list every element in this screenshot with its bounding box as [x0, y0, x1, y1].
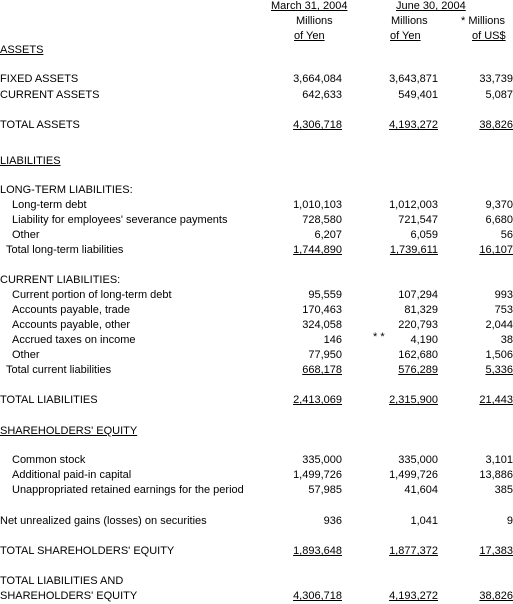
row-cl-other [0, 349, 513, 362]
row-label: Long-term debt [12, 199, 87, 211]
value-mar-2004: 2,413,069 [293, 394, 342, 406]
row-cl-ap-trade [0, 304, 513, 317]
row-label: Accounts payable, other [12, 319, 131, 331]
value-jun-2004: 107,294 [398, 289, 438, 301]
value-mar-2004: 335,000 [302, 454, 342, 466]
value-mar-2004: 6,207 [314, 229, 342, 241]
value-jun-2004: 549,401 [398, 89, 438, 101]
value-usd: 38 [500, 334, 513, 346]
value-usd: 16,107 [479, 244, 513, 256]
value-mar-2004: 57,985 [308, 484, 342, 496]
value-usd: 38,826 [479, 119, 513, 131]
value-mar-2004: 4,306,718 [293, 590, 342, 602]
value-jun-2004: 6,059 [410, 229, 438, 241]
row-fixed-assets [0, 73, 513, 86]
row-lt-header [0, 184, 513, 197]
row-label: TOTAL LIABILITIES [0, 394, 98, 406]
value-mar-2004: 728,580 [302, 214, 342, 226]
row-total-liab-equity-label-1: TOTAL LIABILITIES AND [0, 575, 124, 587]
value-usd: 13,886 [479, 469, 513, 481]
row-label: Total long-term liabilities [6, 244, 124, 256]
value-mar-2004: 170,463 [302, 304, 342, 316]
value-usd: 993 [494, 289, 513, 301]
value-mar-2004: 146 [323, 334, 342, 346]
row-label: Other [12, 229, 40, 241]
row-lt-severance [0, 214, 513, 227]
value-usd: 9 [506, 515, 513, 527]
row-label: TOTAL SHAREHOLDERS' EQUITY [0, 545, 175, 557]
row-label: Net unrealized gains (losses) on securities [0, 515, 207, 527]
value-mar-2004: 1,893,648 [293, 545, 342, 557]
value-mar-2004: 3,664,084 [293, 73, 342, 85]
value-mar-2004: 324,058 [302, 319, 342, 331]
row-common-stock [0, 454, 513, 467]
row-label: SHAREHOLDERS' EQUITY [0, 590, 138, 602]
row-label: Common stock [12, 454, 86, 466]
value-jun-2004: 81,329 [404, 304, 438, 316]
row-label: FIXED ASSETS [0, 73, 79, 85]
value-jun-2004: 335,000 [398, 454, 438, 466]
value-usd: 3,101 [485, 454, 513, 466]
value-jun-2004: 1,041 [410, 515, 438, 527]
row-label: LONG-TERM LIABILITIES: [0, 184, 133, 196]
col3-unit-line1: * Millions [461, 15, 506, 27]
row-total-assets [0, 119, 513, 132]
row-current-assets [0, 89, 513, 102]
value-jun-2004: 4,190 [410, 334, 438, 346]
row-label: Accrued taxes on income [12, 334, 136, 346]
value-usd: 1,506 [485, 349, 513, 361]
value-jun-2004: 1,012,003 [389, 199, 438, 211]
section-assets: ASSETS [0, 44, 44, 56]
col2-unit-line2: of Yen [390, 30, 421, 42]
row-unrealized-gains [0, 515, 513, 528]
value-usd: 6,680 [485, 214, 513, 226]
value-mar-2004: 1,499,726 [293, 469, 342, 481]
value-jun-2004: 721,547 [398, 214, 438, 226]
value-usd: 17,383 [479, 545, 513, 557]
value-jun-2004: 1,739,611 [389, 244, 438, 256]
value-usd: 9,370 [485, 199, 513, 211]
section-equity: SHAREHOLDERS' EQUITY [0, 425, 138, 437]
value-usd: 33,739 [479, 73, 513, 85]
row-cl-ap-other [0, 319, 513, 332]
col1-unit-line2: of Yen [294, 30, 325, 42]
row-label: CURRENT LIABILITIES: [0, 274, 121, 286]
value-mar-2004: 936 [323, 515, 342, 527]
value-mar-2004: 642,633 [302, 89, 342, 101]
row-cl-total [0, 364, 513, 377]
value-jun-2004: 220,793 [398, 319, 438, 331]
col1-unit-line1: Millions [296, 15, 333, 27]
row-lt-total [0, 244, 513, 257]
row-label: Total current liabilities [6, 364, 112, 376]
row-label: Unappropriated retained earnings for the period [12, 484, 244, 496]
value-usd: 5,087 [485, 89, 513, 101]
row-label: Liability for employees' severance payments [12, 214, 228, 226]
value-mar-2004: 1,010,103 [293, 199, 342, 211]
row-label: TOTAL ASSETS [0, 119, 80, 131]
value-jun-2004: 1,877,372 [389, 545, 438, 557]
value-usd: 2,044 [485, 319, 513, 331]
row-cl-accrued-taxes [0, 331, 513, 347]
value-mar-2004: 95,559 [308, 289, 342, 301]
value-jun-2004: 41,604 [404, 484, 438, 496]
value-usd: 56 [500, 229, 513, 241]
value-mar-2004: 77,950 [308, 349, 342, 361]
value-jun-2004: 162,680 [398, 349, 438, 361]
value-usd: 753 [494, 304, 513, 316]
row-label: Additional paid-in capital [12, 469, 132, 481]
row-retained-earnings [0, 484, 513, 497]
value-jun-2004: 1,499,726 [389, 469, 438, 481]
value-jun-2004: 576,289 [398, 364, 438, 376]
row-lt-other [0, 229, 513, 242]
row-cl-header [0, 274, 513, 287]
footnote-marker: * * [373, 331, 385, 343]
value-usd: 38,826 [479, 590, 513, 602]
row-apic [0, 469, 513, 482]
row-cl-current-portion [0, 289, 513, 302]
value-jun-2004: 3,643,871 [389, 73, 438, 85]
value-jun-2004: 4,193,272 [389, 590, 438, 602]
row-total-equity [0, 545, 513, 558]
value-mar-2004: 4,306,718 [293, 119, 342, 131]
col1-date: March 31, 2004 [271, 0, 348, 12]
row-label: Accounts payable, trade [12, 304, 131, 316]
value-mar-2004: 668,178 [302, 364, 342, 376]
col3-unit-line2: of US$ [472, 30, 506, 42]
value-usd: 5,336 [485, 364, 513, 376]
value-usd: 21,443 [479, 394, 513, 406]
row-label: Other [12, 349, 40, 361]
col2-date: June 30, 2004 [396, 0, 466, 12]
row-label: Current portion of long-term debt [12, 289, 172, 301]
value-jun-2004: 2,315,900 [389, 394, 438, 406]
row-lt-debt [0, 199, 513, 212]
row-label: CURRENT ASSETS [0, 89, 100, 101]
value-usd: 385 [494, 484, 513, 496]
col2-unit-line1: Millions [391, 15, 428, 27]
row-total-liab-equity [0, 590, 513, 603]
value-mar-2004: 1,744,890 [293, 244, 342, 256]
section-liabilities: LIABILITIES [0, 155, 61, 167]
row-total-liabilities [0, 394, 513, 407]
value-jun-2004: 4,193,272 [389, 119, 438, 131]
